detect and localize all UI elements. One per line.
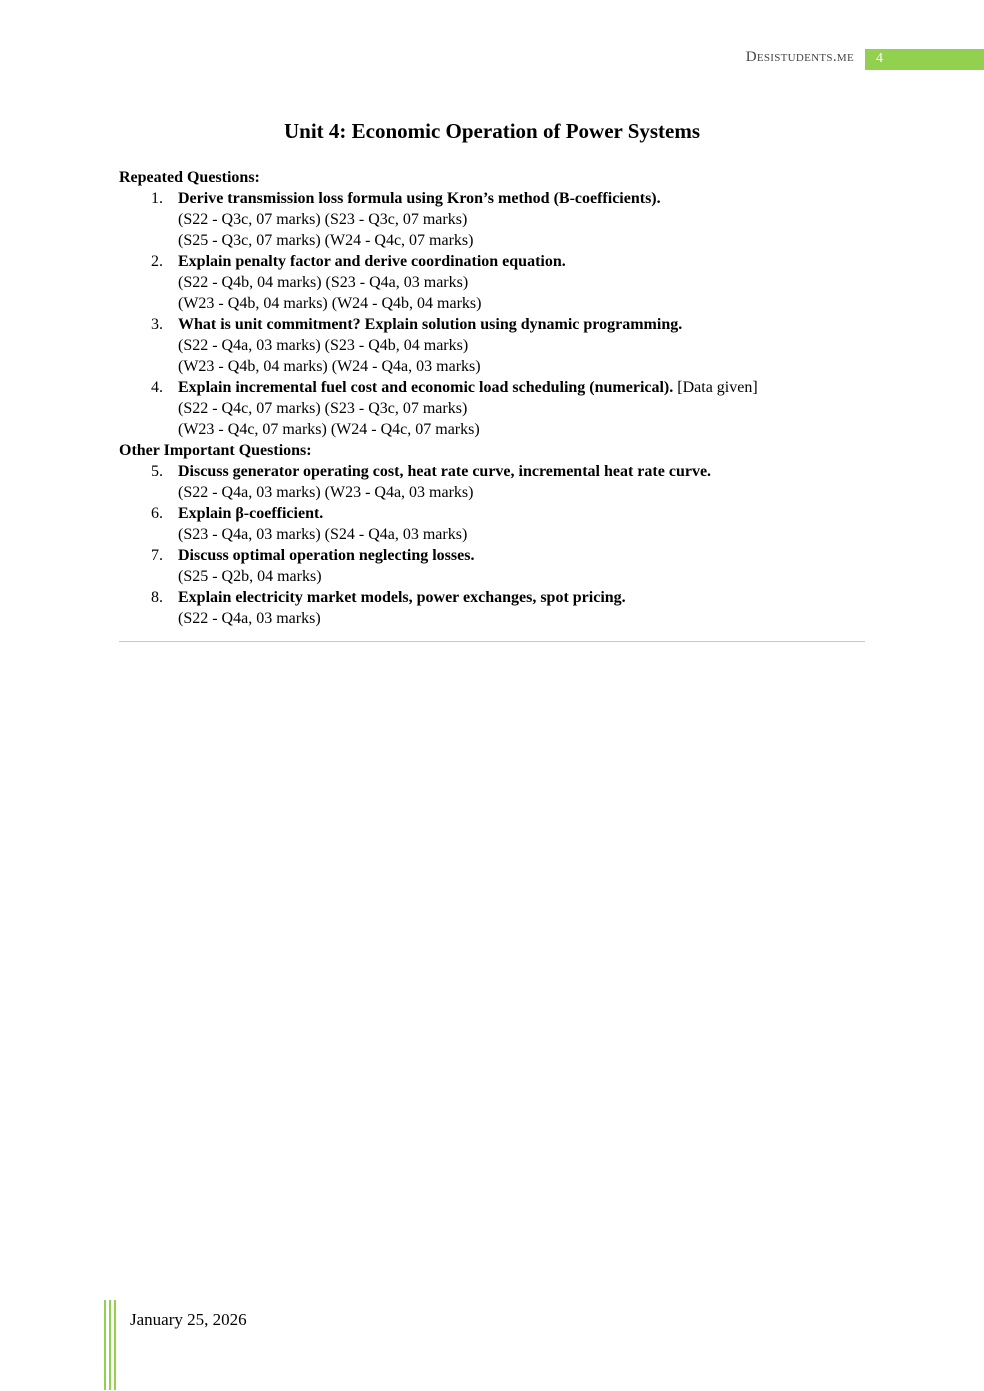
question-item bbox=[119, 503, 864, 545]
section-heading-other: Other Important Questions: bbox=[119, 442, 312, 459]
question-ref: (S25 - Q3c, 07 marks) (W24 - Q4c, 07 marks) bbox=[178, 232, 474, 249]
question-item bbox=[119, 377, 864, 440]
question-number: 7. bbox=[151, 547, 163, 564]
question-item bbox=[119, 461, 864, 503]
question-number: 4. bbox=[151, 379, 163, 396]
question-text: Explain electricity market models, power exchanges, spot pricing. bbox=[178, 589, 626, 606]
question-number: 6. bbox=[151, 505, 163, 522]
question-text: Derive transmission loss formula using Kron’s method (B-coefficients). bbox=[178, 190, 661, 207]
question-ref: (S22 - Q4c, 07 marks) (S23 - Q3c, 07 marks) bbox=[178, 400, 468, 417]
question-item bbox=[119, 314, 864, 377]
question-text: What is unit commitment? Explain solution using dynamic programming. bbox=[178, 316, 683, 333]
question-text: Explain incremental fuel cost and economic load scheduling (numerical). bbox=[178, 379, 674, 396]
question-number: 8. bbox=[151, 589, 163, 606]
divider-line bbox=[119, 641, 865, 642]
header-site-name: Desistudents.me bbox=[745, 49, 854, 65]
question-list bbox=[119, 167, 864, 629]
question-number: 5. bbox=[151, 463, 163, 480]
question-ref: (W23 - Q4b, 04 marks) (W24 - Q4b, 04 marks) bbox=[178, 295, 482, 312]
question-item bbox=[119, 251, 864, 314]
question-ref: (S22 - Q3c, 07 marks) (S23 - Q3c, 07 marks) bbox=[178, 211, 468, 228]
question-ref: (S22 - Q4a, 03 marks) (W23 - Q4a, 03 marks) bbox=[178, 484, 474, 501]
page-title: Unit 4: Economic Operation of Power Systems bbox=[283, 119, 701, 143]
question-text: Discuss generator operating cost, heat rate curve, incremental heat rate curve. bbox=[178, 463, 712, 480]
question-item bbox=[119, 188, 864, 251]
question-ref: (S25 - Q2b, 04 marks) bbox=[178, 568, 322, 585]
question-text: Discuss optimal operation neglecting losses. bbox=[178, 547, 475, 564]
question-text: Explain penalty factor and derive coordination equation. bbox=[178, 253, 566, 270]
question-item bbox=[119, 545, 864, 587]
question-ref: (W23 - Q4b, 04 marks) (W24 - Q4a, 03 marks) bbox=[178, 358, 481, 375]
question-number: 2. bbox=[151, 253, 163, 270]
question-number: 3. bbox=[151, 316, 163, 333]
footer-accent-bar bbox=[109, 1300, 111, 1390]
footer-accent-bar bbox=[114, 1300, 116, 1390]
footer-accent-bar bbox=[104, 1300, 106, 1390]
question-ref: (W23 - Q4c, 07 marks) (W24 - Q4c, 07 marks) bbox=[178, 421, 480, 438]
question-number: 1. bbox=[151, 190, 163, 207]
question-ref: (S23 - Q4a, 03 marks) (S24 - Q4a, 03 marks) bbox=[178, 526, 468, 543]
question-item bbox=[119, 587, 864, 629]
page-number: 4 bbox=[876, 51, 883, 66]
header-page-number-box bbox=[865, 49, 984, 70]
footer-date: January 25, 2026 bbox=[130, 1310, 247, 1329]
question-text: Explain β-coefficient. bbox=[178, 505, 324, 522]
question-ref: (S22 - Q4a, 03 marks) (S23 - Q4b, 04 marks) bbox=[178, 337, 469, 354]
question-extra: [Data given] bbox=[673, 379, 758, 396]
section-heading-repeated: Repeated Questions: bbox=[119, 169, 260, 186]
question-ref: (S22 - Q4a, 03 marks) bbox=[178, 610, 321, 627]
question-ref: (S22 - Q4b, 04 marks) (S23 - Q4a, 03 marks) bbox=[178, 274, 469, 291]
